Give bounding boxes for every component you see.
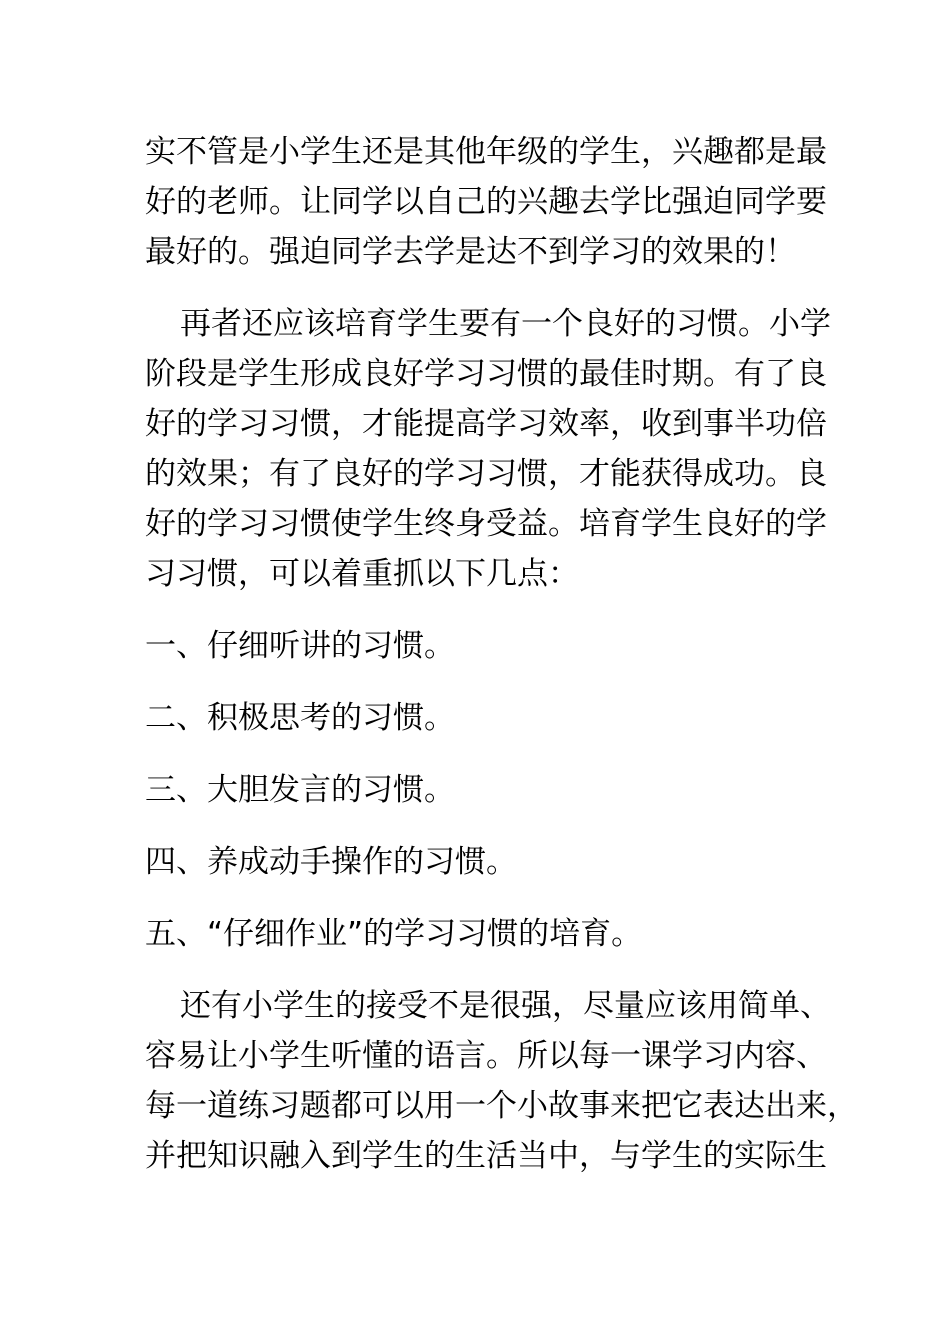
list-item: 二、积极思考的习惯。 xyxy=(145,700,455,736)
paragraph-line: 的效果；有了良好的学习习惯，才能获得成功。良 xyxy=(145,456,827,492)
paragraph-line: 每一道练习题都可以用一个小故事来把它表达出来， xyxy=(145,1088,858,1124)
paragraph-line: 再者还应该培育学生要有一个良好的习惯。小学 xyxy=(180,306,831,342)
paragraph-line: 还有小学生的接受不是很强，尽量应该用简单、 xyxy=(180,988,831,1024)
list-item: 三、大胆发言的习惯。 xyxy=(145,772,455,808)
paragraph-line: 好的学习习惯，才能提高学习效率，收到事半功倍 xyxy=(145,406,827,442)
list-item: 四、养成动手操作的习惯。 xyxy=(145,844,517,880)
paragraph-line: 阶段是学生形成良好学习习惯的最佳时期。有了良 xyxy=(145,356,827,392)
paragraph-line: 容易让小学生听懂的语言。所以每一课学习内容、 xyxy=(145,1038,827,1074)
paragraph-line: 好的学习习惯使学生终身受益。培育学生良好的学 xyxy=(145,506,827,542)
list-item: 五、“仔细作业”的学习习惯的培育。 xyxy=(145,916,643,952)
paragraph-line: 好的老师。让同学以自己的兴趣去学比强迫同学要 xyxy=(145,184,827,220)
paragraph-line: 并把知识融入到学生的生活当中，与学生的实际生 xyxy=(145,1138,827,1174)
paragraph-line: 实不管是小学生还是其他年级的学生，兴趣都是最 xyxy=(145,134,827,170)
paragraph-line: 习习惯，可以着重抓以下几点： xyxy=(145,556,579,592)
list-item: 一、仔细听讲的习惯。 xyxy=(145,628,455,664)
paragraph-line: 最好的。强迫同学去学是达不到学习的效果的！ xyxy=(145,234,796,270)
